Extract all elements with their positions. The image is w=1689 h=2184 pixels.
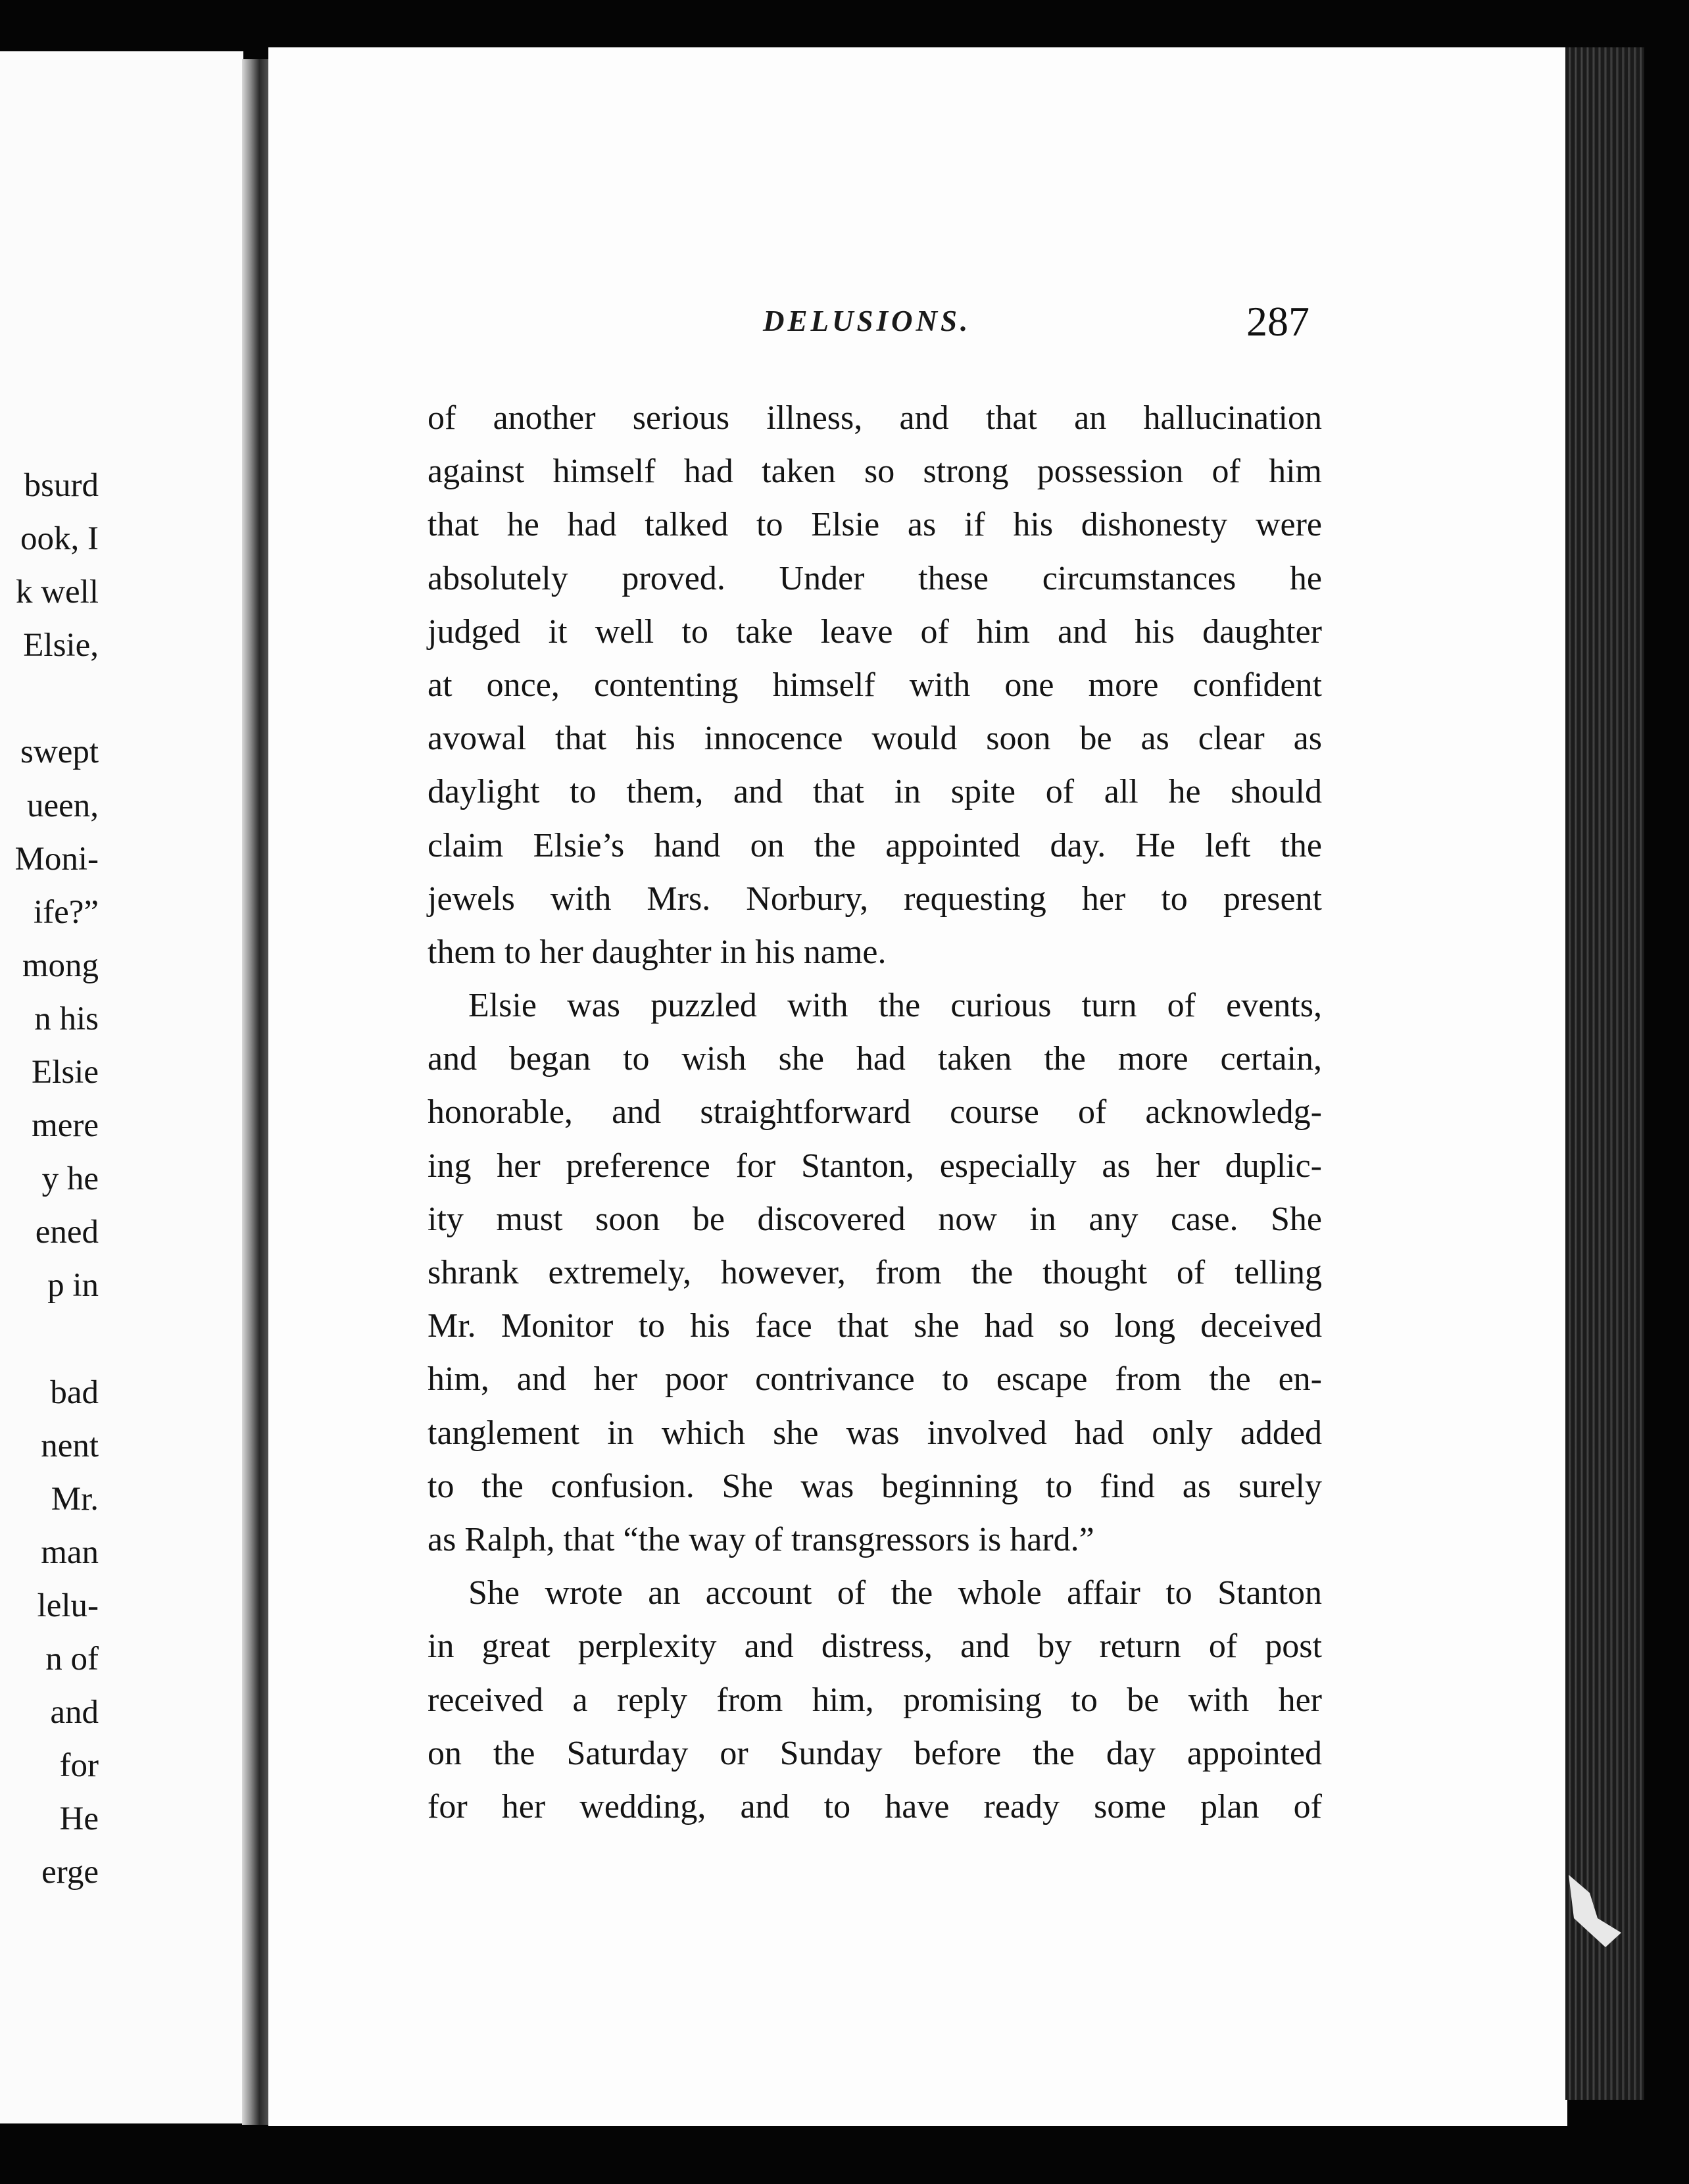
left-line: lelu-	[37, 1587, 99, 1624]
page-edges	[1565, 47, 1644, 2100]
text-line: claim Elsie’s hand on the appointed day. He left the	[428, 826, 1322, 864]
text-line: them to her daughter in his name.	[428, 933, 887, 971]
left-line: Elsie,	[23, 627, 99, 664]
text-line: in great perplexity and distress, and by return of post	[428, 1627, 1322, 1666]
left-line: swept	[20, 733, 99, 771]
left-line: p in	[47, 1267, 99, 1304]
text-line: ity must soon be discovered now in any case. She	[428, 1200, 1322, 1238]
text-line: absolutely proved. Under these circumstances he	[428, 559, 1322, 597]
left-line: nent	[41, 1427, 99, 1464]
text-line: daylight to them, and that in spite of all he should	[428, 773, 1322, 811]
text-line: ing her preference for Stanton, especially as her duplic-	[428, 1147, 1322, 1185]
text-line: for her wedding, and to have ready some plan of	[428, 1787, 1322, 1825]
left-line: n of	[45, 1641, 99, 1678]
left-line: erge	[41, 1854, 99, 1891]
text-line: against himself had taken so strong possession of him	[428, 453, 1322, 491]
left-line: ook, I	[20, 520, 99, 558]
left-line: ife?”	[33, 893, 99, 931]
running-head: DELUSIONS.	[763, 305, 971, 337]
left-line: bad	[50, 1374, 99, 1411]
text-line: of another serious illness, and that an hallucination	[428, 399, 1322, 437]
book-gutter	[242, 59, 271, 2125]
page-number: 287	[1246, 298, 1310, 345]
text-line: at once, contenting himself with one more confident	[428, 666, 1322, 704]
left-page-text	[0, 459, 99, 1900]
left-line-blank	[0, 672, 99, 726]
text-line: shrank extremely, however, from the thought of telling	[428, 1254, 1322, 1291]
left-line: ueen,	[26, 787, 99, 824]
left-line: y he	[41, 1160, 99, 1198]
text-line: judged it well to take leave of him and his daughter	[428, 612, 1322, 651]
text-line: received a reply from him, promising to be with her	[428, 1681, 1322, 1719]
text-line: and began to wish she had taken the more certain,	[428, 1040, 1322, 1078]
left-line: mere	[32, 1107, 99, 1145]
text-line: avowal that his innocence would soon be as clear as	[428, 720, 1322, 758]
left-line: and	[50, 1694, 99, 1731]
left-line: He	[59, 1800, 99, 1838]
left-line: man	[41, 1533, 99, 1571]
left-line: bsurd	[24, 467, 99, 504]
left-facing-page	[0, 51, 243, 2123]
text-line: jewels with Mrs. Norbury, requesting her to present	[428, 880, 1322, 918]
text-line: to the confusion. She was beginning to find as surely	[428, 1467, 1322, 1505]
left-line: Mr.	[51, 1480, 99, 1518]
left-line: Elsie	[32, 1054, 99, 1091]
left-line: ened	[35, 1214, 99, 1251]
text-line: that he had talked to Elsie as if his dishonesty were	[428, 506, 1322, 544]
body-text	[428, 391, 1322, 1833]
text-line: on the Saturday or Sunday before the day appointed	[428, 1734, 1322, 1772]
text-line: honorable, and straightforward course of acknowledg-	[428, 1093, 1322, 1131]
left-line: mong	[22, 947, 99, 984]
text-line: Elsie was puzzled with the curious turn of events,	[468, 987, 1322, 1025]
left-line: for	[59, 1747, 99, 1785]
text-line: She wrote an account of the whole affair to Stanton	[468, 1574, 1322, 1612]
text-line: Mr. Monitor to his face that she had so long deceived	[428, 1307, 1322, 1345]
text-line: as Ralph, that “the way of transgressors is hard.”	[428, 1520, 1094, 1558]
text-line: tanglement in which she was involved had only added	[428, 1414, 1322, 1452]
text-line: him, and her poor contrivance to escape from the en-	[428, 1360, 1322, 1399]
left-line: Moni-	[14, 840, 99, 878]
left-line: k well	[15, 574, 99, 611]
left-line: n his	[34, 1000, 99, 1037]
left-line-blank	[0, 1313, 99, 1366]
